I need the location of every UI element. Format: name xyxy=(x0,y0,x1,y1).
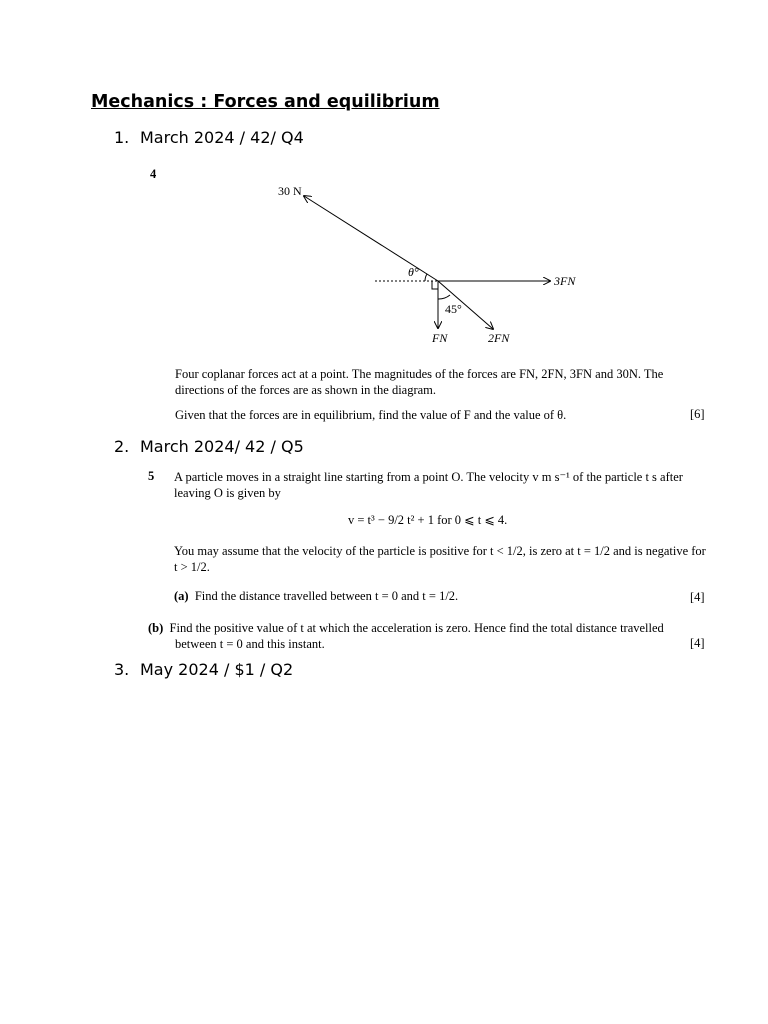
q4-mark: [6] xyxy=(690,407,705,421)
q4-text xyxy=(175,366,663,423)
q4-line-1: Four coplanar forces act at a point. The magnitudes of the forces are FN, 2FN, 3FN and 30N. The xyxy=(175,367,664,381)
label-2FN: 2FN xyxy=(488,331,510,345)
list-item-number: 3. xyxy=(114,660,130,679)
list-item-3 xyxy=(114,660,293,679)
label-theta: θ° xyxy=(408,265,419,279)
label-3FN: 3FN xyxy=(554,274,576,288)
label-30N: 30 N xyxy=(278,184,302,198)
list-item-number: 2. xyxy=(114,437,130,456)
list-item-label: March 2024 / 42/ Q4 xyxy=(140,128,304,147)
q5-assumption-line-1: You may assume that the velocity of the particle is positive for t < 1/2, is zero at t = 1/2 and is negative for xyxy=(174,544,706,558)
part-a-text: Find the distance travelled between t = 0 and t = 1/2. xyxy=(194,589,459,603)
angle-45-arc xyxy=(438,295,450,299)
q5-part-a xyxy=(174,589,458,604)
q4-line-2: directions of the forces are as shown in the diagram. xyxy=(175,383,437,397)
question-number: 4 xyxy=(150,167,157,181)
q5-part-a-mark: [4] xyxy=(690,590,705,604)
list-item-number: 1. xyxy=(114,128,130,147)
q5-assumption-line-2: t > 1/2. xyxy=(174,560,210,574)
right-angle-marker xyxy=(432,281,438,289)
q5-equation: v = t³ − 9/2 t² + 1 for 0 ⩽ t ⩽ 4. xyxy=(348,513,508,527)
part-b-label: (b) xyxy=(148,621,164,635)
list-item-2 xyxy=(114,437,304,456)
page-heading: Mechanics : Forces and equilibrium xyxy=(91,92,440,112)
question-number: 5 xyxy=(148,469,155,483)
part-b-line-1: Find the positive value of t at which the acceleration is zero. Hence find the total distance travelled xyxy=(169,621,664,635)
list-item-1 xyxy=(114,128,304,147)
q5-part-b xyxy=(148,620,664,652)
part-b-line-2: between t = 0 and this instant. xyxy=(175,637,325,651)
force-diagram xyxy=(270,178,600,348)
label-45: 45° xyxy=(445,302,462,316)
q5-intro xyxy=(174,469,683,501)
theta-arc xyxy=(425,274,427,281)
list-item-label: May 2024 / $1 / Q2 xyxy=(140,660,294,679)
q5-part-b-mark: [4] xyxy=(690,636,705,650)
list-item-label: March 2024/ 42 / Q5 xyxy=(140,437,304,456)
part-a-label: (a) xyxy=(174,589,189,603)
label-FN: FN xyxy=(432,331,448,345)
q5-assumption xyxy=(174,543,706,575)
q5-intro-line-2: leaving O is given by xyxy=(174,486,281,500)
q5-intro-line-1: A particle moves in a straight line starting from a point O. The velocity v m s⁻¹ of the particle t s after xyxy=(174,470,683,484)
q4-line-3: Given that the forces are in equilibrium, find the value of F and the value of θ. xyxy=(175,408,567,422)
